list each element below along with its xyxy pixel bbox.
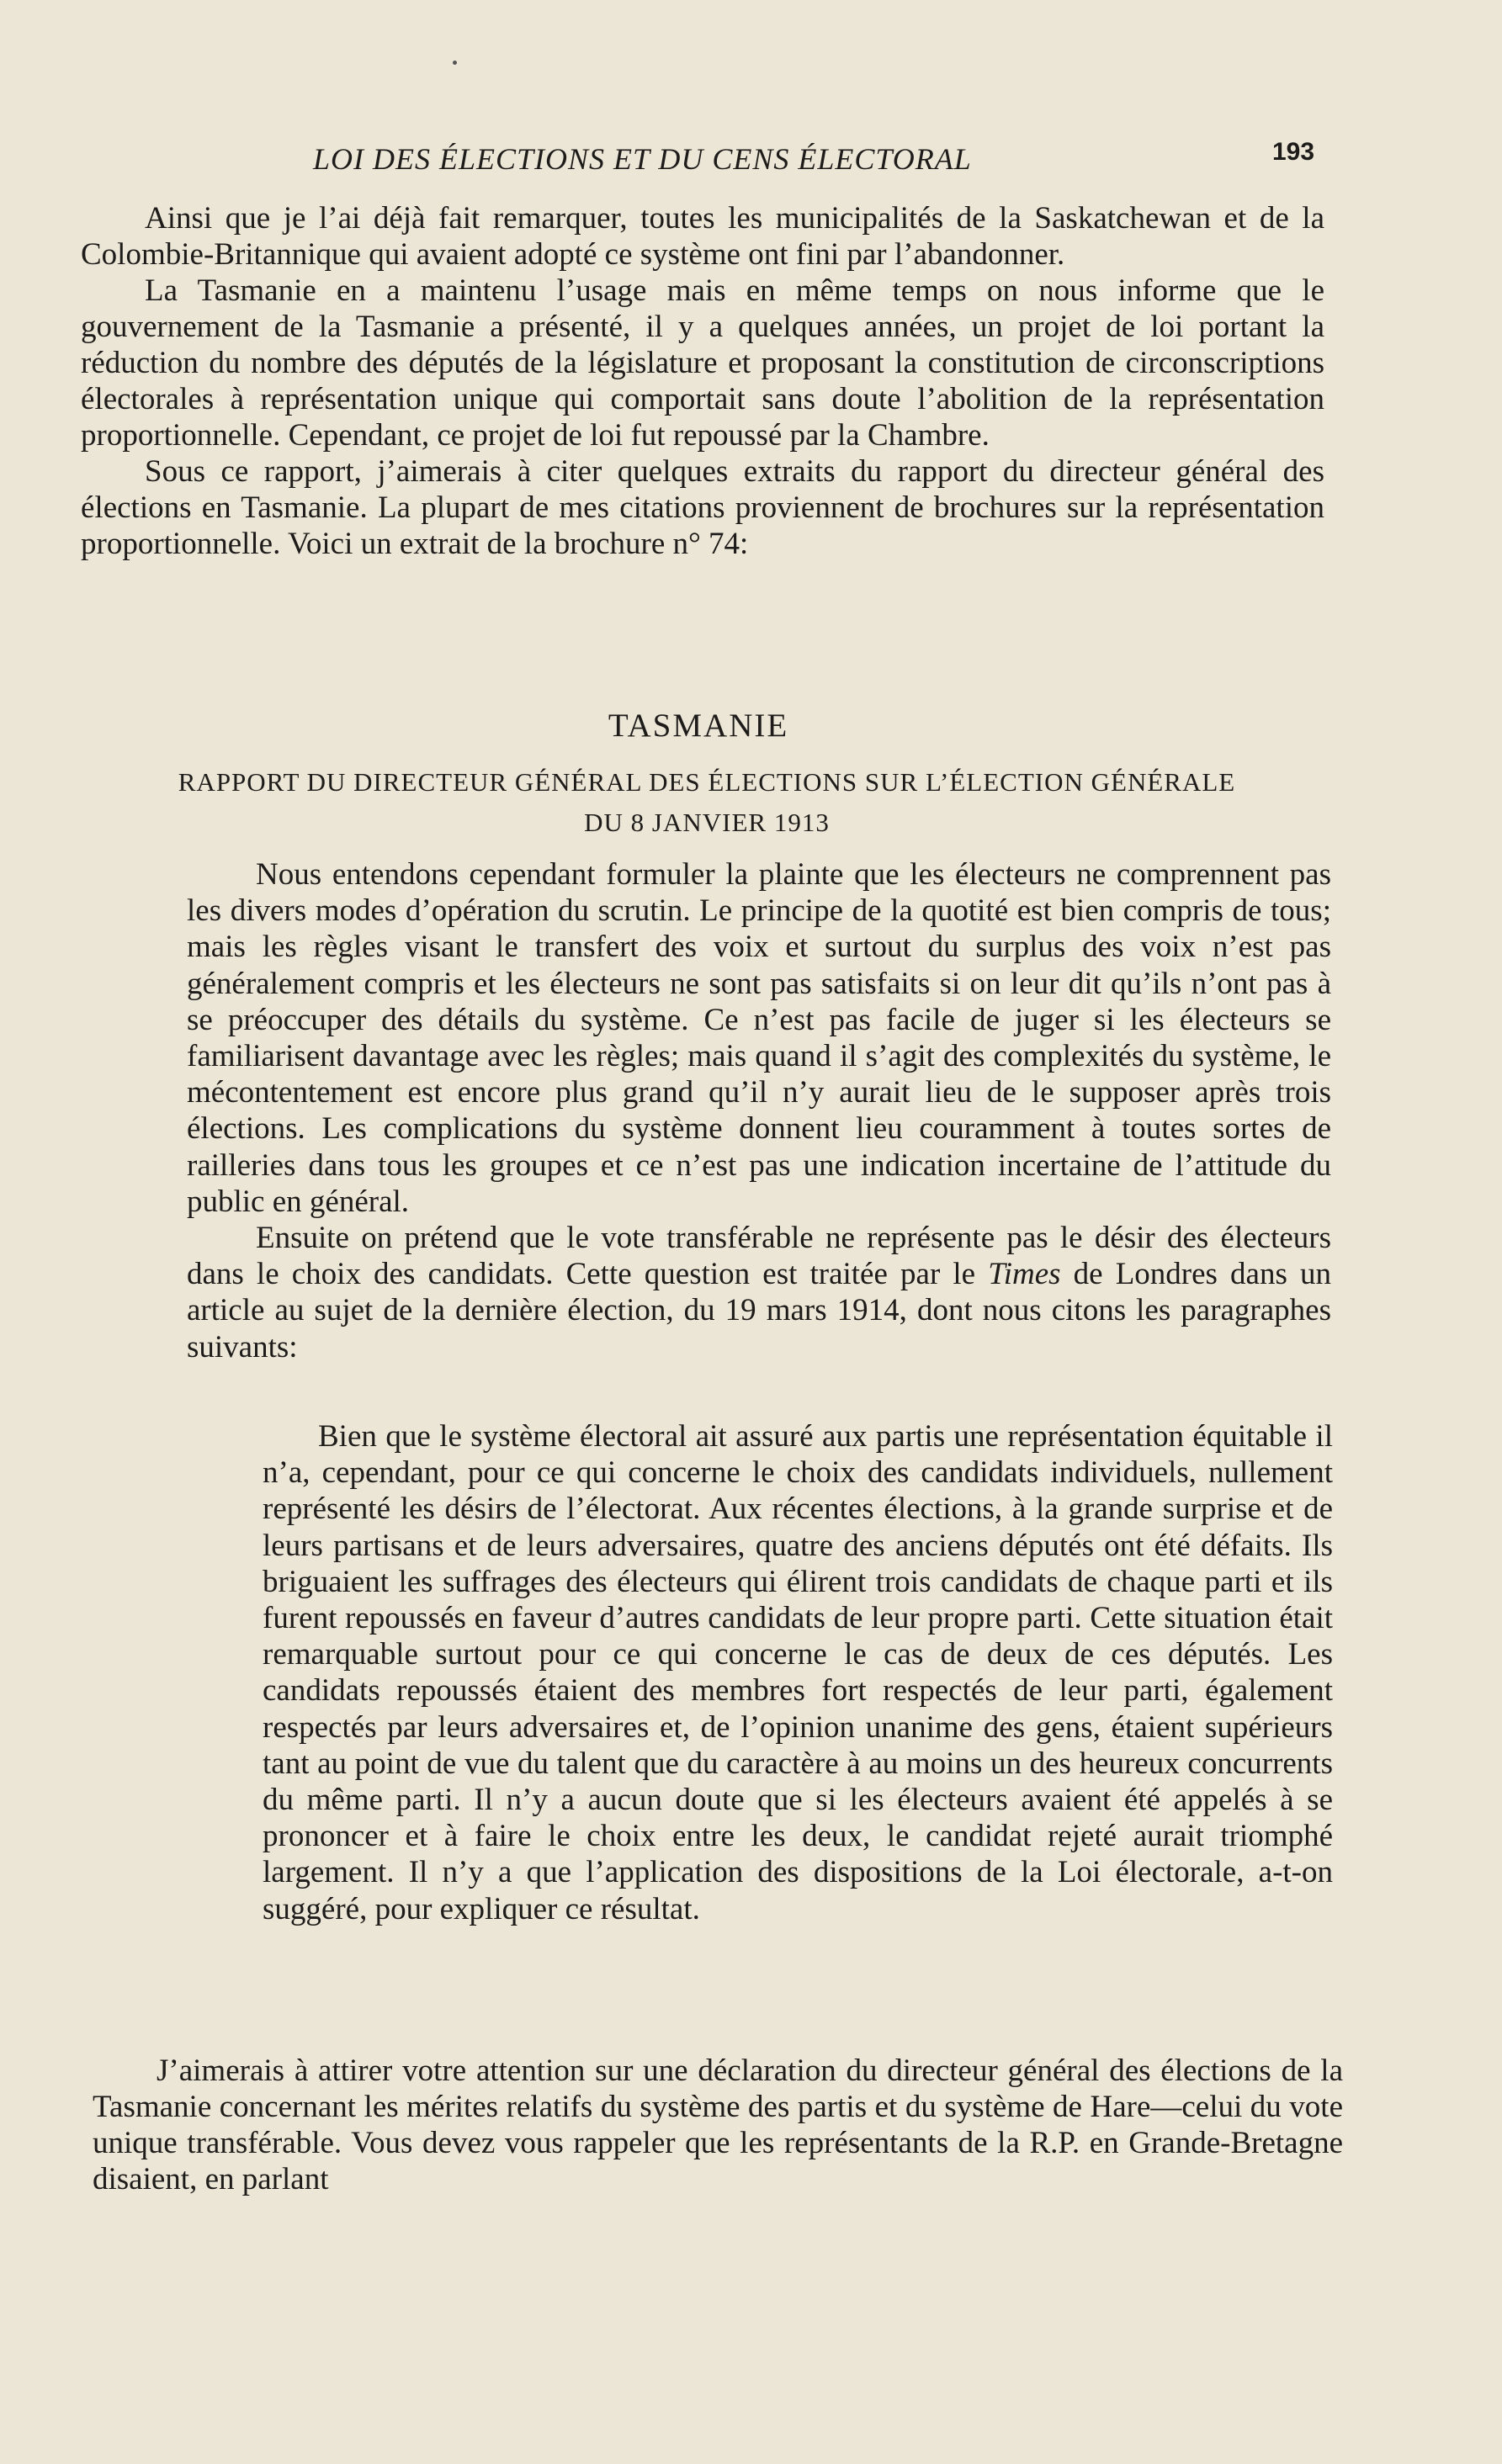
report-paragraph-1: Nous entendons cependant formuler la plainte que les électeurs ne comprennent pas les divers modes d’opération du scrutin. Le principe de la quotité est bien compris de tous; mais les règles visant le transfert des voix et surtout du surplus des voix n’est pas généralement compris et les électeurs ne sont pas satisfaits si on leur dit qu’ils n’ont pas à se préoccuper des détails du système. Ce n’est pas facile de juger si les électeurs se familiarisent davantage avec les règles; mais quand il s’agit des complexités du système, le mécontentement est encore plus grand qu’il n’y aurait lieu de le supposer après trois élections. Les complications du système donnent lieu couramment à toutes sortes de railleries dans tous les groupes et ce n’est pas une indication incertaine de l’attitude du public en général. <box>187 857 1331 1219</box>
report-title <box>143 762 1271 843</box>
section-title: TASMANIE <box>608 707 789 744</box>
report-title-line-2: DU 8 JANVIER 1913 <box>584 808 830 837</box>
intro-paragraph-3: Sous ce rapport, j’aimerais à citer quelques extraits du rapport du directeur général des élections en Tasmanie. La plupart de mes citations proviennent de brochures sur la représentation proportionnelle. Voici un extrait de la brochure n° 74: <box>81 454 1324 561</box>
running-title: LOI DES ÉLECTIONS ET DU CENS ÉLECTORAL <box>313 142 972 176</box>
closing-paragraph: J’aimerais à attirer votre attention sur une déclaration du directeur général des élections de la Tasmanie concernant les mérites relatifs du système des partis et du système de Hare—celui du vote unique transférable. Vous devez vous rappeler que les représentants de la R.P. en Grande-Bretagne disaient, en parlant <box>93 2053 1343 2196</box>
intro-paragraph-1: Ainsi que je l’ai déjà fait remarquer, toutes les municipalités de la Saskatchewan et de la Colombie-Britannique qui avaient adopté ce système ont fini par l’abandonner. <box>81 201 1324 272</box>
report-title-line-1: RAPPORT DU DIRECTEUR GÉNÉRAL DES ÉLECTIONS SUR L’ÉLECTION GÉNÉRALE <box>178 767 1236 797</box>
quotation-paragraph: Bien que le système électoral ait assuré aux partis une représentation équitable il n’a, cependant, pour ce qui concerne le choix des candidats individuels, nullement représenté les désirs de l’électorat. Aux récentes élections, à la grande surprise et de leurs partisans et de leurs adversaires, quatre des anciens députés ont été défaits. Ils briguaient les suffrages des électeurs qui élirent trois candidats de chaque parti et ils furent repoussés en faveur d’autres candidats de leur propre parti. Cette situation était remarquable surtout pour ce qui concerne le cas de deux de ces députés. Les candidats repoussés étaient des membres fort respectés de leur parti, également respectés par leurs adversaires et, de l’opinion unanime des gens, étaient supérieurs tant au point de vue du talent que du caractère à au moins un des heureux concurrents du même parti. Il n’y a aucun doute que si les électeurs avaient été appelés à se prononcer et à faire le choix entre les deux, le candidat rejeté aurait triomphé largement. Il n’y a que l’application des dispositions de la Loi électorale, a-t-on suggéré, pour expliquer ce résultat. <box>263 1419 1333 1926</box>
newspaper-name: Times <box>988 1257 1061 1292</box>
page-number: 193 <box>1272 138 1315 166</box>
report-paragraph-2-start: Ensuite on prétend que le vote transférable ne représente pas le désir des électeurs dans le choix des candidats. Cette question est traitée par le <box>187 1221 1331 1292</box>
report-paragraph-2 <box>187 1220 1331 1365</box>
intro-text <box>81 200 1324 562</box>
times-quotation <box>263 1418 1333 1927</box>
print-speck <box>453 61 457 65</box>
report-paragraph-2-end: de Londres dans un article au sujet de la dernière élection, du 19 mars 1914, dont nous citons les paragraphes suivants: <box>187 1257 1331 1364</box>
report-excerpt <box>187 856 1331 1365</box>
closing-text <box>93 2053 1343 2197</box>
intro-paragraph-2: La Tasmanie en a maintenu l’usage mais en même temps on nous informe que le gouvernement de la Tasmanie a présenté, il y a quelques années, un projet de loi portant la réduction du nombre des députés de la législature et proposant la constitution de circonscriptions électorales à représentation unique qui comportait sans doute l’abolition de la représentation proportionnelle. Cependant, ce projet de loi fut repoussé par la Chambre. <box>81 273 1324 453</box>
